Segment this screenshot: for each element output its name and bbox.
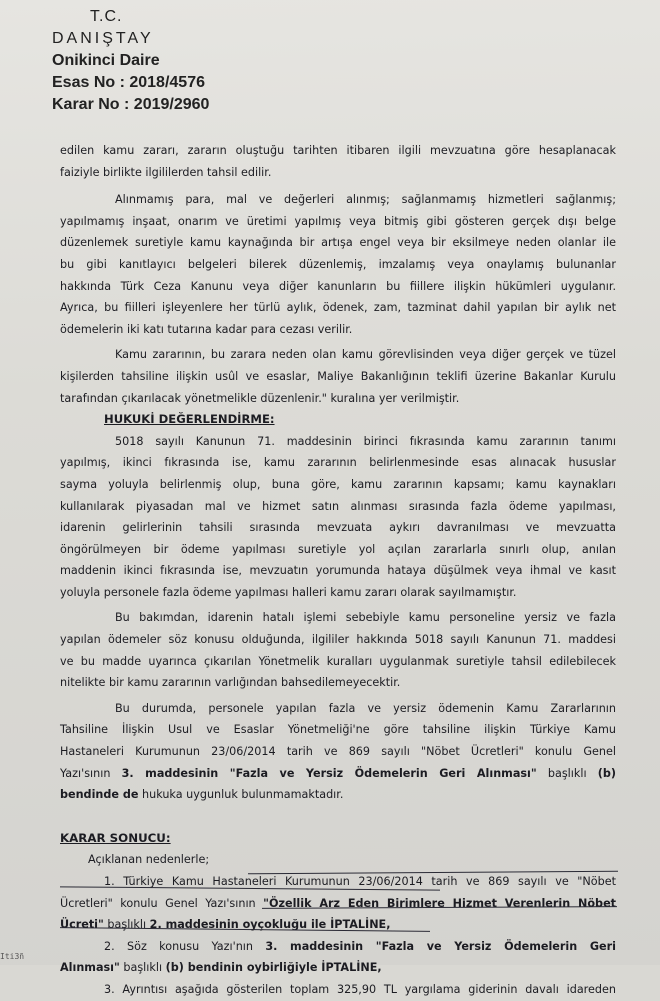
section-heading-karar: KARAR SONUCU: — [60, 830, 171, 845]
text-line: Tahsiline İlişkin Usul ve Esaslar Yönetmeliği'ne göre tahsiline ilişkin Türkiye Kamu — [60, 723, 616, 737]
text-span-bold: (b) bendinin oybirliğiyle İPTALİNE, — [165, 961, 382, 975]
text-line: kullanılarak piyasadan mal ve hizmet satın alınması sırasında fazla ödeme yapılması, — [60, 499, 616, 513]
text-span-bold: (b) — [597, 766, 617, 780]
text-span-bold: bendinde de — [60, 788, 139, 802]
text-span-bold: Alınması" — [60, 961, 120, 975]
text-span: başlıklı — [123, 961, 163, 975]
corner-stamp: Iti3ñ — [0, 952, 25, 961]
text-line: bu gibi kanıtlayıcı belgeleri bilerek düzenlemiş, imzalamış veya onaylamış bulunanlar — [60, 257, 616, 271]
text-line: nitelikte bir kamu zararının varlığından bahsedilemeyecektir. — [60, 676, 401, 690]
list-item-line — [60, 893, 616, 915]
document-header — [52, 6, 209, 116]
text-span: başlıklı — [107, 918, 147, 932]
text-span-bold: "Özellik Arz Eden Birimlere Hizmet Verenlerin Nöbet — [263, 896, 617, 910]
text-line: Bu durumda, personele yapılan fazla ve yersiz ödemenin Kamu Zararlarının — [115, 701, 616, 715]
text-line: kişilerden tahsiline ilişkin usûl ve esaslar, Maliye Bakanlığının teklifi üzerine Bakanlar Kurulu — [60, 369, 616, 383]
text-line: Alınmamış para, mal ve değerleri alınmış; sağlanmamış hizmetleri sağlanmış; — [115, 193, 616, 207]
text-line — [60, 784, 616, 806]
text-line: yapılmış, ikinci fıkrasında ise, kamu zararının belirlenmesinde esas alınacak hususlar — [60, 456, 616, 470]
text-span: başlıklı — [547, 766, 587, 780]
header-esas-no: Esas No : 2018/4576 — [52, 74, 205, 91]
header-karar-no: Karar No : 2019/2960 — [52, 96, 210, 113]
text-line: hakkında Türk Ceza Kanunu veya diğer kanunların bu fiillere ilişkin hükümleri uygulanır. — [60, 279, 616, 293]
list-item — [60, 936, 616, 958]
section-heading-hukuki: HUKUKİ DEĞERLENDİRME: — [104, 412, 275, 427]
text-line: öngörülmeyen bir ödeme yapılması suretiyle yol açılan zararlarla sınırlı olup, anılan — [60, 542, 616, 556]
text-line: faiziyle birlikte ilgililerden tahsil edilir. — [60, 165, 272, 179]
list-item-line — [60, 957, 616, 979]
text-line: yapılan ödemeler söz konusu olduğunda, ilgililer hakkında 5018 sayılı Kanunun 71. maddesi — [60, 633, 616, 647]
text-line: tarafından çıkarılacak yönetmelikle düzenlenir." kuralına yer verilmiştir. — [60, 391, 460, 405]
text-line: idarenin gelirlerinin tahsili sırasında mevzuata aykırı davranılması ve mevzuatta — [60, 521, 616, 535]
text-span-bold: 3. maddesinin "Fazla ve Yersiz Ödemelerin Geri — [265, 939, 616, 953]
header-chamber: Onikinci Daire — [52, 52, 160, 69]
text-span: Ücretleri" konulu Genel Yazı'sının — [60, 896, 256, 910]
text-span: Yazı'sının — [60, 766, 111, 780]
header-court: DANIŞTAY — [52, 30, 154, 47]
text-line: ve bu madde uyarınca çıkarılan Yönetmelik kuralları uygulanmak suretiyle tahsil edilebilecek — [60, 654, 616, 668]
text-line: Kamu zararının, bu zarara neden olan kamu görevlisinden veya diğer gerçek ve tüzel — [115, 348, 616, 362]
text-span-bold: 2. maddesinin oyçokluğu ile İPTALİNE, — [149, 918, 391, 932]
text-line: düzenlemek suretiyle kamu kaynağında bir artışa engel veya bir eksilmeye neden olanlar ile — [60, 236, 616, 250]
text-line: edilen kamu zararı, zararın oluştuğu tarihten itibaren ilgili mevzuatına göre hesaplanacak — [60, 144, 616, 157]
list-item-line — [60, 914, 616, 936]
text-line — [60, 763, 616, 785]
text-span: 2. Söz konusu Yazı'nın — [104, 939, 253, 953]
text-span-bold: 3. maddesinin "Fazla ve Yersiz Ödemelerin Geri Alınması" — [121, 766, 537, 780]
list-item: 3. Ayrıntısı aşağıda gösterilen toplam 325,90 TL yargılama giderinin davalı idareden — [104, 982, 616, 996]
text-span-bold: Ücreti" — [60, 918, 104, 932]
text-line: Açıklanan nedenlerle; — [88, 853, 210, 867]
text-span: hukuka uygunluk bulunmamaktadır. — [142, 788, 344, 802]
text-line: yoluyla personele fazla ödeme yapılması halleri kamu zararı olarak sayılmamıştır. — [60, 585, 517, 599]
text-line: Ayrıca, bu fiilleri işleyenlere her türlü aylık, ödenek, zam, tazminat dahil yapılan bir aylık net — [60, 301, 616, 315]
text-line: 5018 sayılı Kanunun 71. maddesinin birinci fıkrasında kamu zararının tanımı — [115, 434, 616, 448]
header-tc: T.C. — [90, 8, 123, 25]
text-line: sayma yoluyla belirlenmiş olup, buna göre, kamu zararının kapsamı; kamu kaynakları — [60, 477, 616, 491]
text-line: ödemelerin iki katı tutarına kadar para cezası verilir. — [60, 322, 353, 336]
text-line: maddenin ikinci fıkrasında ise, mevzuatın yorumunda hataya düşülmek veya ihmal ve kasıt — [60, 564, 616, 578]
text-line: yapılmamış inşaat, onarım ve üretimi yapılmış veya bitmiş gibi gösteren gerçek dışı belge — [60, 214, 616, 228]
text-line: Bu bakımdan, idarenin hatalı işlemi sebebiyle kamu personeline yersiz ve fazla — [115, 611, 616, 625]
list-item: 1. Türkiye Kamu Hastaneleri Kurumunun 23/06/2014 tarih ve 869 sayılı ve "Nöbet — [104, 875, 616, 888]
text-line: Hastaneleri Kurumunun 23/06/2014 tarih ve 869 sayılı "Nöbet Ücretleri" konulu Genel — [60, 745, 616, 759]
